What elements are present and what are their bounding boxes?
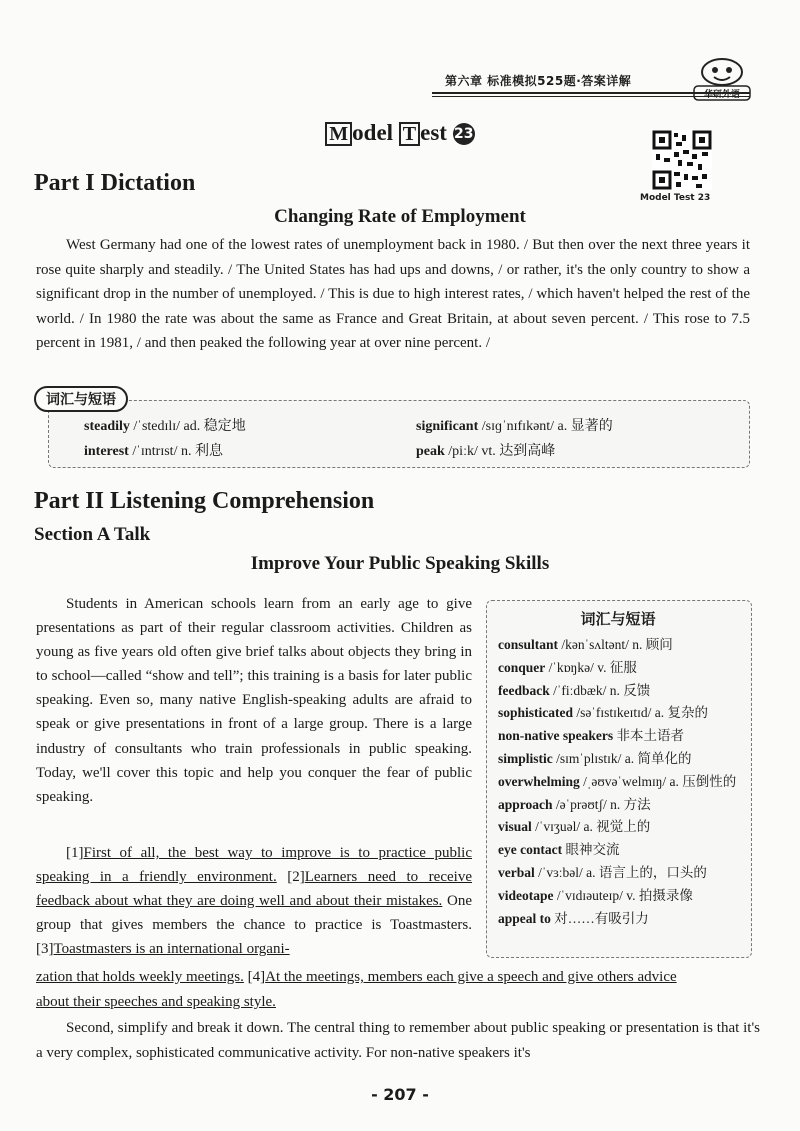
vocab-item: sophisticated /səˈfɪstɪkeɪtɪd/ a. 复杂的 bbox=[498, 705, 708, 721]
vocab-item: non-native speakers 非本土语者 bbox=[498, 728, 685, 744]
part2-title: Part II Listening Comprehension bbox=[34, 488, 375, 514]
underlined-sentence: zation that holds weekly meetings. bbox=[36, 969, 244, 985]
dictation-passage-title: Changing Rate of Employment bbox=[274, 206, 526, 227]
talk-paragraph-2-cont: zation that holds weekly meetings. [4]At the meetings, members each give a speech and give others advice bbox=[36, 969, 677, 985]
vocab-item: consultant /kənˈsʌltənt/ n. 顾问 bbox=[498, 637, 673, 652]
talk-paragraph-3: Second, simplify and break it down. The central thing to remember about public speaking or presentation is that it's a very complex, sophisticated communicative activity. For non-native speakers it's bbox=[36, 1020, 760, 1061]
vocab-item: appeal to 对……有吸引力 bbox=[498, 910, 649, 926]
logo-text: 华研外语 bbox=[703, 90, 741, 100]
page-number: - 207 - bbox=[371, 1085, 429, 1104]
model-test-title: M odel T est 23 bbox=[0, 120, 800, 146]
chapter-header: 第六章 标准模拟525题·答案详解 bbox=[445, 74, 632, 88]
vocab-item: videotape /ˈvɪdɪəuteɪp/ v. 拍摄录像 bbox=[498, 887, 693, 903]
vocab-item: visual /ˈvɪʒuəl/ a. 视觉上的 bbox=[498, 819, 651, 835]
vocab-item: steadily /ˈstedɪlɪ/ ad. 稳定地 bbox=[84, 419, 246, 434]
vocab-label: 词汇与短语 bbox=[34, 386, 128, 412]
vocab-item: eye contact 眼神交流 bbox=[498, 842, 620, 858]
talk-paragraph-2: [1]First of all, the best way to improve is to practice public speaking in a friendly environment. [2]Learners need to receive feedback about what they are doing well and about their mistakes. One group that gives members the chance to practice is Toastmasters. [3]Toastmasters is an international organi- bbox=[36, 845, 472, 958]
vocab-item: overwhelming /ˌəʊvəˈwelmɪŋ/ a. 压倒性的 bbox=[498, 773, 737, 789]
vocab-item: interest /ˈɪntrɪst/ n. 利息 bbox=[84, 444, 223, 459]
vocab-item: verbal /ˈvɜːbəl/ a. 语言上的，口头的 bbox=[498, 864, 707, 880]
underlined-sentence: about their speeches and speaking style. bbox=[36, 994, 276, 1010]
vocab-item: significant /sɪɡˈnɪfɪkənt/ a. 显著的 bbox=[416, 419, 613, 434]
talk-paragraph-2-end bbox=[36, 990, 760, 1015]
qr-caption: Model Test 23 bbox=[640, 193, 711, 203]
qr-code-icon[interactable] bbox=[652, 130, 712, 190]
vocab-item: simplistic /sɪmˈplɪstɪk/ a. 简单化的 bbox=[498, 750, 692, 766]
underlined-sentence: Learners need to receive feedback about what they are doing well and about their mistakes. bbox=[36, 869, 472, 910]
side-vocab-list bbox=[498, 634, 748, 930]
talk-paragraph-1: Students in American schools learn from an early age to give presentations as part of their regular classroom activities. Children as young as five years old often give brief talks about objects they bring in to school—called “show and tell”; this training is a basis for later public speaking. Even so, many native English-speaking adults are afraid to speak or give presentations in front of a large group. There is a large industry of consultants who train professionals in public speaking. Today, we'll cover this topic and help you conquer the fear of public speaking. bbox=[36, 596, 472, 805]
vocab-item: feedback /ˈfiːdbæk/ n. 反馈 bbox=[498, 682, 651, 698]
underlined-sentence: At the meetings, members each give a speech and give others advice bbox=[265, 969, 677, 985]
publisher-logo-icon bbox=[690, 56, 754, 102]
vocab-item: approach /əˈprəʊtʃ/ n. 方法 bbox=[498, 796, 651, 812]
vocab-item: peak /piːk/ vt. 达到高峰 bbox=[416, 444, 556, 459]
part1-title: Part I Dictation bbox=[34, 170, 196, 196]
vocab-item: conquer /ˈkɒŋkə/ v. 征服 bbox=[498, 659, 637, 675]
underlined-sentence: First of all, the best way to improve is to practice public speaking in a friendly environment. bbox=[36, 845, 472, 886]
talk-passage-title: Improve Your Public Speaking Skills bbox=[250, 553, 550, 574]
section-a-title: Section A Talk bbox=[34, 524, 151, 545]
test-number-badge: 23 bbox=[453, 123, 475, 145]
underlined-sentence: Toastmasters is an international organi- bbox=[53, 941, 290, 958]
dictation-paragraph: West Germany had one of the lowest rates of unemployment back in 1980. / But then over the next three years it rose quite sharply and steadily. / The United States has had ups and downs, / or rather, it's the only country to show a significant drop in the number of unemployed. / This is due to high interest rates, / which haven't helped the rest of the world. / In 1980 the rate was about the same as France and Great Britain, at about seven percent. / This rose to 7.5 percent in 1981, / and then peaked the following year at over nine percent. / bbox=[36, 237, 750, 352]
side-vocab-title: 词汇与短语 bbox=[580, 610, 656, 628]
